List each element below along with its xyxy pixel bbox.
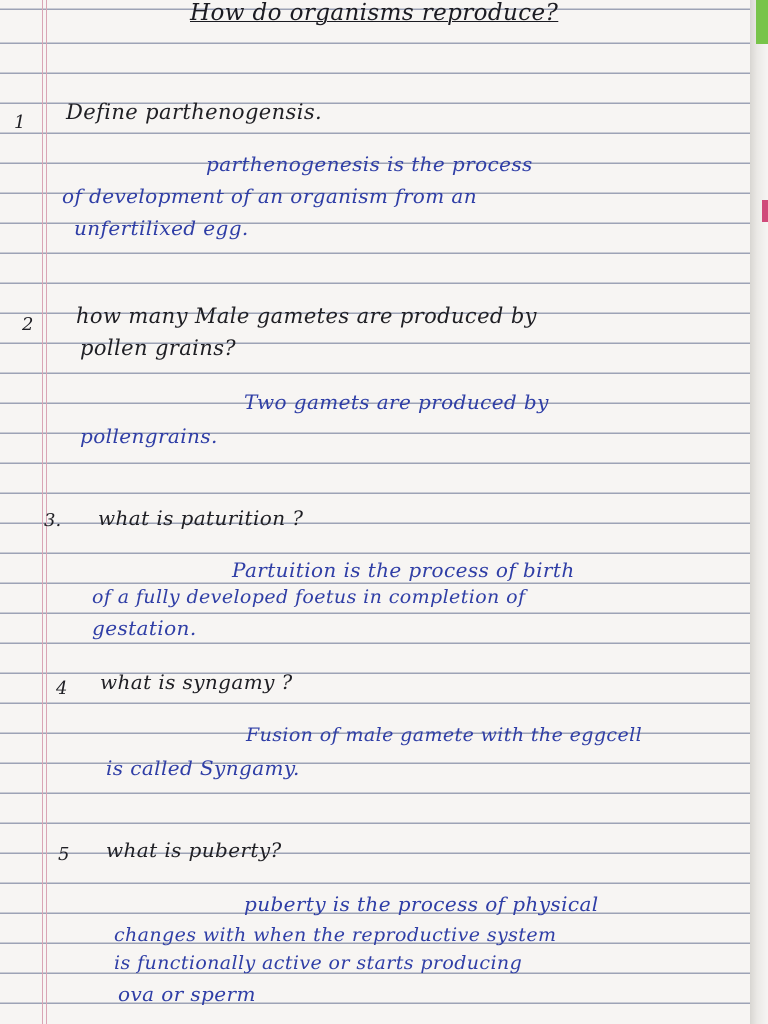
answer-text: ova or sperm [118, 982, 256, 1006]
answer-text: pollengrains. [80, 424, 218, 448]
answer-text: of a fully developed foetus in completion of [92, 586, 526, 608]
question-text: how many Male gametes are produced by [76, 304, 537, 328]
answer-text: gestation. [92, 616, 197, 640]
question-number: 2 [22, 314, 34, 335]
answer-text: changes with when the reproductive system [114, 924, 557, 946]
answer-text: puberty is the process of physical [244, 892, 599, 916]
answer-text: unfertilixed egg. [74, 216, 249, 240]
page-edge [750, 0, 768, 1024]
margin-line [42, 0, 43, 1024]
question-text: Define parthenogensis. [66, 100, 323, 124]
answer-text: Two gamets are produced by [244, 390, 549, 414]
answer-text: is functionally active or starts producing [114, 952, 523, 974]
question-text: what is syngamy ? [100, 670, 293, 694]
answer-text: parthenogenesis is the process [206, 152, 533, 176]
answer-text: Fusion of male gamete with the eggcell [246, 724, 643, 746]
question-number: 5 [58, 844, 70, 865]
page-title: How do organisms reproduce? [190, 0, 559, 26]
question-number: 4 [56, 678, 68, 699]
green-tab-marker [756, 0, 768, 44]
answer-text: Partuition is the process of birth [232, 558, 575, 582]
answer-text: of development of an organism from an [62, 184, 477, 208]
question-text: what is puberty? [106, 838, 282, 862]
question-number: 1 [14, 112, 26, 133]
question-text: pollen grains? [80, 336, 237, 360]
pink-tab-marker [762, 200, 768, 222]
question-number: 3. [44, 510, 62, 531]
answer-text: is called Syngamy. [106, 756, 300, 780]
question-text: what is paturition ? [98, 506, 304, 530]
